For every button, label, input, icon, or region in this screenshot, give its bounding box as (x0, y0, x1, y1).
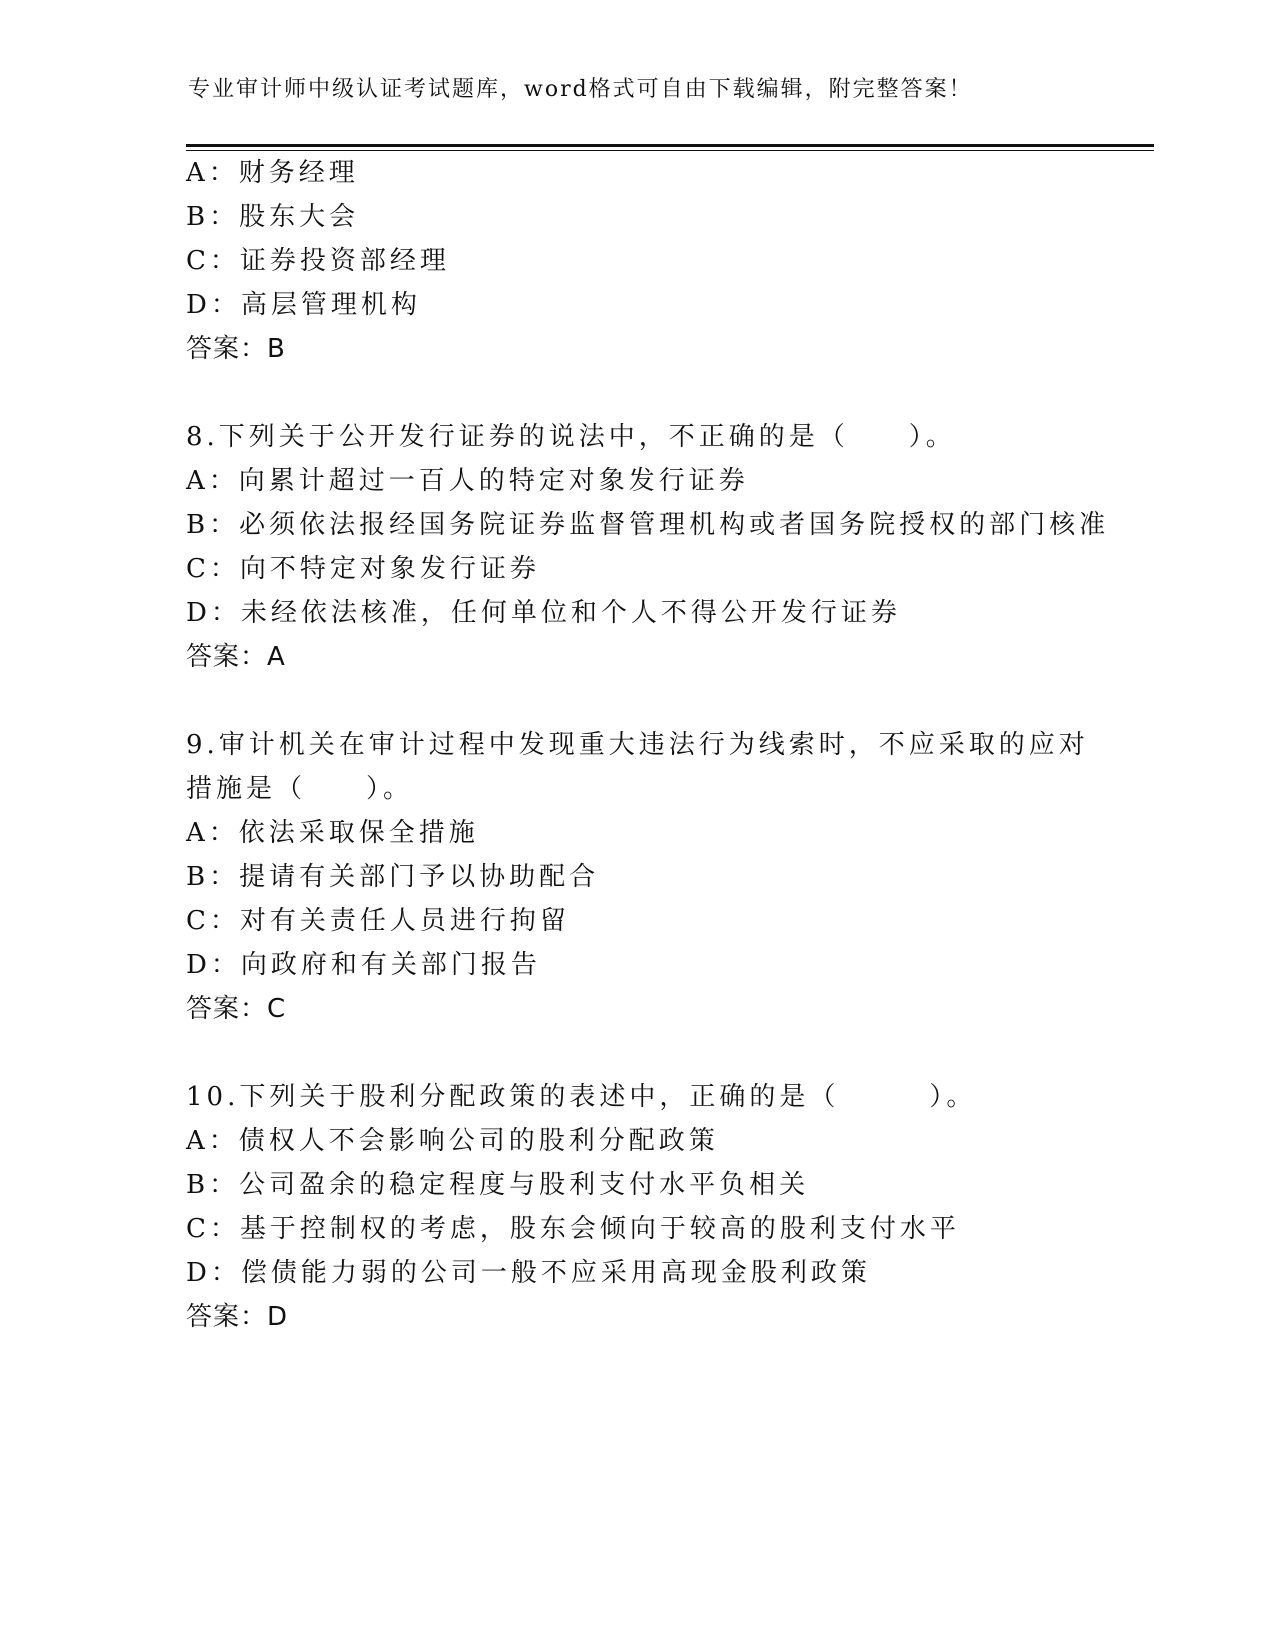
q10-stem: 10.下列关于股利分配政策的表述中，正确的是（ ）。 (186, 1082, 977, 1112)
q8-stem: 8.下列关于公开发行证券的说法中，不正确的是（ ）。 (186, 422, 956, 452)
q10-option-b: B：公司盈余的稳定程度与股利支付水平负相关 (186, 1170, 810, 1200)
q10-option-d: D：偿债能力弱的公司一般不应采用高现金股利政策 (186, 1258, 871, 1288)
q10-option-c: C：基于控制权的考虑，股东会倾向于较高的股利支付水平 (186, 1214, 960, 1244)
q8-option-d: D：未经依法核准，任何单位和个人不得公开发行证券 (186, 598, 901, 628)
q10-answer: 答案：D (186, 1302, 289, 1332)
q10-option-a: A：债权人不会影响公司的股利分配政策 (186, 1126, 719, 1156)
q9-answer: 答案：C (186, 994, 287, 1024)
q8-option-b: B：必须依法报经国务院证券监督管理机构或者国务院授权的部门核准 (186, 510, 1110, 540)
header-rule-thick (186, 144, 1154, 147)
page-header: 专业审计师中级认证考试题库，word格式可自由下载编辑，附完整答案！ (188, 77, 973, 102)
q9-stem-line2: 措施是（ ）。 (186, 774, 414, 804)
q9-option-c: C：对有关责任人员进行拘留 (186, 906, 570, 936)
q9-option-a: A：依法采取保全措施 (186, 818, 479, 848)
q8-option-a: A：向累计超过一百人的特定对象发行证券 (186, 466, 749, 496)
q7-option-a: A：财务经理 (186, 158, 359, 188)
q7-option-b: B：股东大会 (186, 202, 360, 232)
q7-option-d: D：高层管理机构 (186, 290, 421, 320)
q7-option-c: C：证券投资部经理 (186, 246, 450, 276)
q9-option-d: D：向政府和有关部门报告 (186, 950, 541, 980)
header-rule-thin (186, 150, 1154, 151)
q8-answer: 答案：A (186, 642, 286, 672)
q9-stem-line1: 9.审计机关在审计过程中发现重大违法行为线索时，不应采取的应对 (186, 730, 1089, 760)
q7-answer: 答案：B (186, 334, 286, 364)
q8-option-c: C：向不特定对象发行证券 (186, 554, 540, 584)
q9-option-b: B：提请有关部门予以协助配合 (186, 862, 600, 892)
